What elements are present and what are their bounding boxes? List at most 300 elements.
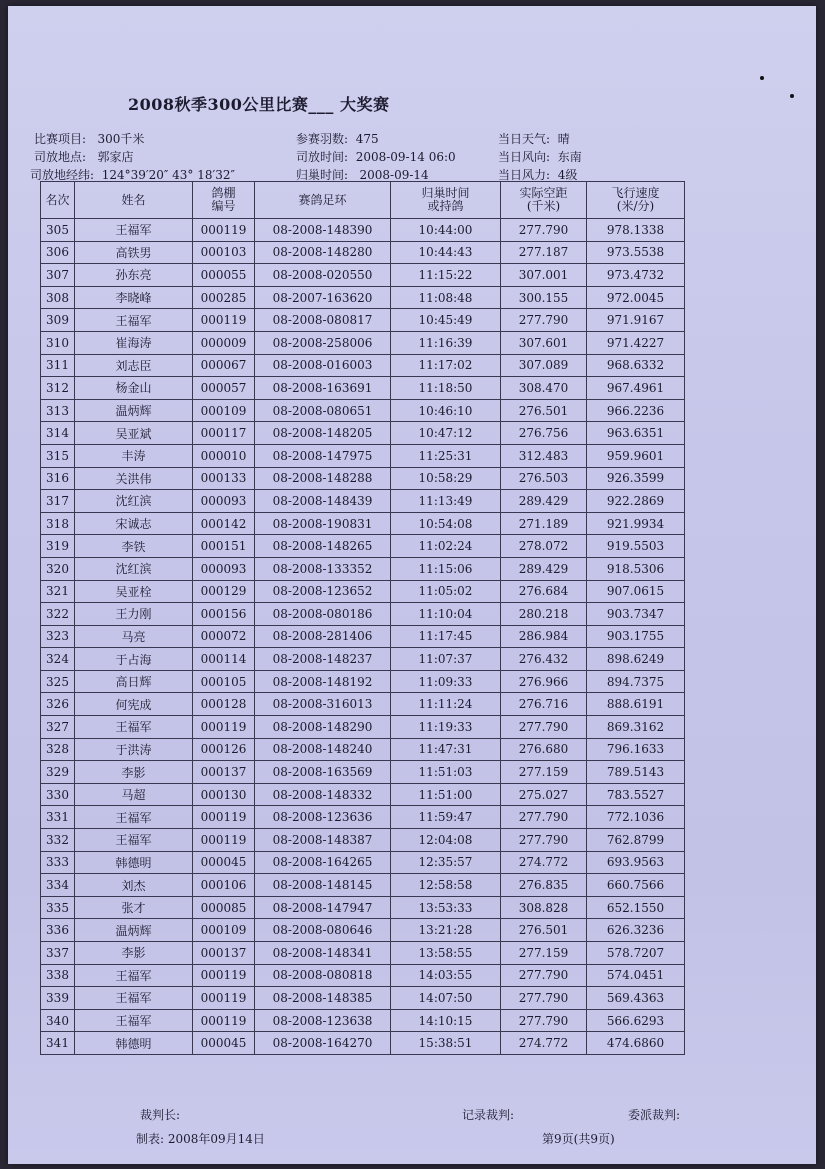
table-row [41, 625, 685, 648]
rank-cell: 334 [41, 874, 75, 897]
speed-cell: 919.5503 [587, 535, 685, 558]
time-cell: 10:54:08 [391, 512, 501, 535]
prepared-date: 制表: 2008年09月14日 [136, 1132, 265, 1146]
time-cell: 13:53:33 [391, 896, 501, 919]
speed-cell: 574.0451 [587, 964, 685, 987]
table-row [41, 1009, 685, 1032]
loft-cell: 000119 [193, 987, 255, 1010]
name-cell: 关洪伟 [75, 467, 193, 490]
time-cell: 11:13:49 [391, 490, 501, 513]
distance-cell: 274.772 [501, 1032, 587, 1055]
speed-cell: 566.6293 [587, 1009, 685, 1032]
time-cell: 11:15:22 [391, 264, 501, 287]
ring-cell: 08-2008-164265 [255, 851, 391, 874]
loft-cell: 000045 [193, 1032, 255, 1055]
loft-cell: 000119 [193, 829, 255, 852]
loft-cell: 000117 [193, 422, 255, 445]
rank-cell: 338 [41, 964, 75, 987]
loft-cell: 000045 [193, 851, 255, 874]
rank-cell: 327 [41, 716, 75, 739]
ring-cell: 08-2008-148288 [255, 467, 391, 490]
loft-cell: 000009 [193, 331, 255, 354]
rank-cell: 312 [41, 377, 75, 400]
name-cell: 宋诚志 [75, 512, 193, 535]
distance-cell: 307.001 [501, 264, 587, 287]
rank-cell: 322 [41, 603, 75, 626]
name-cell: 吴亚斌 [75, 422, 193, 445]
rank-cell: 330 [41, 783, 75, 806]
loft-cell: 000085 [193, 896, 255, 919]
ring-cell: 08-2008-020550 [255, 264, 391, 287]
distance-cell: 276.716 [501, 693, 587, 716]
time-cell: 14:03:55 [391, 964, 501, 987]
race-item: 比赛项目: 300千米 [34, 132, 145, 146]
table-row [41, 964, 685, 987]
ring-cell: 08-2008-148390 [255, 219, 391, 242]
loft-cell: 000119 [193, 964, 255, 987]
distance-cell: 276.501 [501, 399, 587, 422]
loft-cell: 000114 [193, 648, 255, 671]
table-row [41, 829, 685, 852]
time-cell: 13:58:55 [391, 942, 501, 965]
ring-cell: 08-2008-080651 [255, 399, 391, 422]
distance-cell: 271.189 [501, 512, 587, 535]
name-cell: 温炳辉 [75, 399, 193, 422]
loft-cell: 000137 [193, 761, 255, 784]
ring-cell: 08-2008-148341 [255, 942, 391, 965]
loft-cell: 000133 [193, 467, 255, 490]
rank-cell: 337 [41, 942, 75, 965]
table-row [41, 535, 685, 558]
wind-direction: 当日风向: 东南 [498, 150, 582, 164]
table-row [41, 874, 685, 897]
speed-cell: 693.9563 [587, 851, 685, 874]
loft-cell: 000137 [193, 942, 255, 965]
time-cell: 11:18:50 [391, 377, 501, 400]
rank-cell: 310 [41, 331, 75, 354]
table-row [41, 444, 685, 467]
table-row [41, 987, 685, 1010]
name-cell: 李晓峰 [75, 286, 193, 309]
table-row [41, 422, 685, 445]
name-cell: 张才 [75, 896, 193, 919]
rank-cell: 321 [41, 580, 75, 603]
distance-cell: 277.790 [501, 829, 587, 852]
loft-cell: 000119 [193, 716, 255, 739]
speed-cell: 971.4227 [587, 331, 685, 354]
ring-cell: 08-2008-133352 [255, 557, 391, 580]
speed-cell: 660.7566 [587, 874, 685, 897]
header-rank: 名次 [41, 182, 75, 219]
table-row [41, 693, 685, 716]
loft-cell: 000119 [193, 806, 255, 829]
rank-cell: 340 [41, 1009, 75, 1032]
distance-cell: 308.470 [501, 377, 587, 400]
speed-cell: 921.9934 [587, 512, 685, 535]
loft-cell: 000285 [193, 286, 255, 309]
distance-cell: 277.790 [501, 806, 587, 829]
name-cell: 高铁男 [75, 241, 193, 264]
rank-cell: 333 [41, 851, 75, 874]
time-cell: 10:44:00 [391, 219, 501, 242]
table-row [41, 648, 685, 671]
table-row [41, 580, 685, 603]
ring-cell: 08-2008-148237 [255, 648, 391, 671]
time-cell: 11:59:47 [391, 806, 501, 829]
speed-cell: 973.4732 [587, 264, 685, 287]
loft-cell: 000119 [193, 1009, 255, 1032]
ring-cell: 08-2008-148385 [255, 987, 391, 1010]
speed-cell: 978.1338 [587, 219, 685, 242]
loft-cell: 000109 [193, 399, 255, 422]
ring-cell: 08-2008-148439 [255, 490, 391, 513]
speed-cell: 626.3236 [587, 919, 685, 942]
loft-cell: 000126 [193, 738, 255, 761]
distance-cell: 276.756 [501, 422, 587, 445]
chief-judge: 裁判长: [140, 1108, 181, 1122]
distance-cell: 280.218 [501, 603, 587, 626]
header-speed: 飞行速度 (米/分) [587, 182, 685, 219]
distance-cell: 276.684 [501, 580, 587, 603]
time-cell: 11:02:24 [391, 535, 501, 558]
table-row [41, 331, 685, 354]
loft-cell: 000119 [193, 219, 255, 242]
ring-cell: 08-2008-080646 [255, 919, 391, 942]
ink-spot [760, 76, 764, 80]
speed-cell: 894.7375 [587, 670, 685, 693]
table-row [41, 241, 685, 264]
distance-cell: 277.790 [501, 309, 587, 332]
assigned-judge: 委派裁判: [628, 1108, 681, 1122]
table-row [41, 309, 685, 332]
name-cell: 王福军 [75, 987, 193, 1010]
name-cell: 王福军 [75, 716, 193, 739]
distance-cell: 277.790 [501, 716, 587, 739]
ring-cell: 08-2008-148145 [255, 874, 391, 897]
distance-cell: 276.432 [501, 648, 587, 671]
table-row [41, 557, 685, 580]
speed-cell: 869.3162 [587, 716, 685, 739]
document-title: 2008秋季300公里比赛___ 大奖赛 [128, 95, 390, 114]
rank-cell: 335 [41, 896, 75, 919]
time-cell: 10:45:49 [391, 309, 501, 332]
distance-cell: 312.483 [501, 444, 587, 467]
ring-cell: 08-2008-148205 [255, 422, 391, 445]
time-cell: 11:09:33 [391, 670, 501, 693]
table-row [41, 919, 685, 942]
distance-cell: 278.072 [501, 535, 587, 558]
time-cell: 11:05:02 [391, 580, 501, 603]
loft-cell: 000109 [193, 919, 255, 942]
rank-cell: 326 [41, 693, 75, 716]
time-cell: 12:04:08 [391, 829, 501, 852]
rank-cell: 315 [41, 444, 75, 467]
name-cell: 王力刚 [75, 603, 193, 626]
rank-cell: 317 [41, 490, 75, 513]
speed-cell: 972.0045 [587, 286, 685, 309]
time-cell: 11:17:02 [391, 354, 501, 377]
loft-cell: 000103 [193, 241, 255, 264]
ring-cell: 08-2008-016003 [255, 354, 391, 377]
ring-cell: 08-2008-163569 [255, 761, 391, 784]
speed-cell: 578.7207 [587, 942, 685, 965]
ring-cell: 08-2007-163620 [255, 286, 391, 309]
speed-cell: 783.5527 [587, 783, 685, 806]
distance-cell: 276.680 [501, 738, 587, 761]
rank-cell: 306 [41, 241, 75, 264]
distance-cell: 277.159 [501, 942, 587, 965]
time-cell: 11:10:04 [391, 603, 501, 626]
time-cell: 10:46:10 [391, 399, 501, 422]
speed-cell: 796.1633 [587, 738, 685, 761]
distance-cell: 277.790 [501, 1009, 587, 1032]
time-cell: 11:08:48 [391, 286, 501, 309]
speed-cell: 888.6191 [587, 693, 685, 716]
table-row [41, 716, 685, 739]
speed-cell: 967.4961 [587, 377, 685, 400]
table-row [41, 806, 685, 829]
rank-cell: 316 [41, 467, 75, 490]
table-row [41, 286, 685, 309]
time-cell: 10:47:12 [391, 422, 501, 445]
time-cell: 13:21:28 [391, 919, 501, 942]
time-cell: 11:07:37 [391, 648, 501, 671]
ring-cell: 08-2008-123636 [255, 806, 391, 829]
distance-cell: 277.790 [501, 987, 587, 1010]
ring-cell: 08-2008-148240 [255, 738, 391, 761]
release-coords: 司放地经纬: 124°39′20″ 43° 18′32″ [30, 168, 235, 182]
ring-cell: 08-2008-163691 [255, 377, 391, 400]
loft-cell: 000055 [193, 264, 255, 287]
time-cell: 11:16:39 [391, 331, 501, 354]
distance-cell: 307.089 [501, 354, 587, 377]
ring-cell: 08-2008-123638 [255, 1009, 391, 1032]
name-cell: 李铁 [75, 535, 193, 558]
table-row [41, 942, 685, 965]
rank-cell: 328 [41, 738, 75, 761]
header-ring: 赛鸽足环 [255, 182, 391, 219]
table-row [41, 377, 685, 400]
table-row [41, 467, 685, 490]
return-time: 归巢时间: 2008-09-14 [296, 168, 429, 182]
name-cell: 丰涛 [75, 444, 193, 467]
name-cell: 杨金山 [75, 377, 193, 400]
ring-cell: 08-2008-164270 [255, 1032, 391, 1055]
speed-cell: 968.6332 [587, 354, 685, 377]
name-cell: 李影 [75, 942, 193, 965]
loft-cell: 000130 [193, 783, 255, 806]
speed-cell: 569.4363 [587, 987, 685, 1010]
time-cell: 12:35:57 [391, 851, 501, 874]
distance-cell: 277.159 [501, 761, 587, 784]
distance-cell: 307.601 [501, 331, 587, 354]
distance-cell: 308.828 [501, 896, 587, 919]
table-row [41, 761, 685, 784]
rank-cell: 341 [41, 1032, 75, 1055]
name-cell: 刘杰 [75, 874, 193, 897]
loft-cell: 000067 [193, 354, 255, 377]
speed-cell: 926.3599 [587, 467, 685, 490]
name-cell: 何宪成 [75, 693, 193, 716]
rank-cell: 309 [41, 309, 75, 332]
loft-cell: 000093 [193, 557, 255, 580]
distance-cell: 289.429 [501, 490, 587, 513]
name-cell: 韩德明 [75, 851, 193, 874]
loft-cell: 000129 [193, 580, 255, 603]
speed-cell: 922.2869 [587, 490, 685, 513]
weather: 当日天气: 晴 [498, 132, 570, 146]
name-cell: 李影 [75, 761, 193, 784]
distance-cell: 277.187 [501, 241, 587, 264]
loft-cell: 000119 [193, 309, 255, 332]
ring-cell: 08-2008-258006 [255, 331, 391, 354]
table-row [41, 1032, 685, 1055]
ring-cell: 08-2008-148332 [255, 783, 391, 806]
ring-cell: 08-2008-148290 [255, 716, 391, 739]
ring-cell: 08-2008-148265 [255, 535, 391, 558]
time-cell: 11:51:00 [391, 783, 501, 806]
loft-cell: 000156 [193, 603, 255, 626]
speed-cell: 789.5143 [587, 761, 685, 784]
ring-cell: 08-2008-147975 [255, 444, 391, 467]
time-cell: 11:25:31 [391, 444, 501, 467]
distance-cell: 289.429 [501, 557, 587, 580]
loft-cell: 000151 [193, 535, 255, 558]
distance-cell: 300.155 [501, 286, 587, 309]
name-cell: 韩德明 [75, 1032, 193, 1055]
time-cell: 11:17:45 [391, 625, 501, 648]
time-cell: 10:58:29 [391, 467, 501, 490]
loft-cell: 000105 [193, 670, 255, 693]
distance-cell: 286.984 [501, 625, 587, 648]
name-cell: 马亮 [75, 625, 193, 648]
name-cell: 于洪涛 [75, 738, 193, 761]
name-cell: 王福军 [75, 964, 193, 987]
rank-cell: 339 [41, 987, 75, 1010]
distance-cell: 276.501 [501, 919, 587, 942]
time-cell: 14:07:50 [391, 987, 501, 1010]
name-cell: 王福军 [75, 1009, 193, 1032]
table-row [41, 783, 685, 806]
speed-cell: 898.6249 [587, 648, 685, 671]
page-number: 第9页(共9页) [542, 1132, 615, 1146]
loft-cell: 000093 [193, 490, 255, 513]
table-row [41, 399, 685, 422]
rank-cell: 319 [41, 535, 75, 558]
header-loft: 鸽棚 编号 [193, 182, 255, 219]
name-cell: 温炳辉 [75, 919, 193, 942]
ring-cell: 08-2008-080186 [255, 603, 391, 626]
name-cell: 崔海涛 [75, 331, 193, 354]
speed-cell: 973.5538 [587, 241, 685, 264]
rank-cell: 332 [41, 829, 75, 852]
distance-cell: 277.790 [501, 219, 587, 242]
name-cell: 王福军 [75, 806, 193, 829]
name-cell: 于占海 [75, 648, 193, 671]
ink-spot [790, 94, 794, 98]
header-name: 姓名 [75, 182, 193, 219]
ring-cell: 08-2008-190831 [255, 512, 391, 535]
rank-cell: 314 [41, 422, 75, 445]
distance-cell: 276.966 [501, 670, 587, 693]
document-page [8, 6, 816, 1164]
distance-cell: 275.027 [501, 783, 587, 806]
rank-cell: 329 [41, 761, 75, 784]
rank-cell: 311 [41, 354, 75, 377]
loft-cell: 000010 [193, 444, 255, 467]
name-cell: 王福军 [75, 309, 193, 332]
speed-cell: 762.8799 [587, 829, 685, 852]
loft-cell: 000072 [193, 625, 255, 648]
rank-cell: 305 [41, 219, 75, 242]
time-cell: 11:15:06 [391, 557, 501, 580]
time-cell: 11:19:33 [391, 716, 501, 739]
name-cell: 吴亚栓 [75, 580, 193, 603]
table-row [41, 603, 685, 626]
header-time: 归巢时间 或持鸽 [391, 182, 501, 219]
distance-cell: 274.772 [501, 851, 587, 874]
time-cell: 14:10:15 [391, 1009, 501, 1032]
speed-cell: 903.7347 [587, 603, 685, 626]
table-header-row [41, 182, 685, 219]
speed-cell: 772.1036 [587, 806, 685, 829]
loft-cell: 000057 [193, 377, 255, 400]
wind-force: 当日风力: 4级 [498, 168, 578, 182]
loft-cell: 000142 [193, 512, 255, 535]
rank-cell: 323 [41, 625, 75, 648]
name-cell: 沈红滨 [75, 490, 193, 513]
ring-cell: 08-2008-316013 [255, 693, 391, 716]
time-cell: 11:47:31 [391, 738, 501, 761]
ring-cell: 08-2008-148192 [255, 670, 391, 693]
ring-cell: 08-2008-148387 [255, 829, 391, 852]
rank-cell: 325 [41, 670, 75, 693]
name-cell: 刘志臣 [75, 354, 193, 377]
speed-cell: 907.0615 [587, 580, 685, 603]
rank-cell: 307 [41, 264, 75, 287]
time-cell: 11:11:24 [391, 693, 501, 716]
rank-cell: 324 [41, 648, 75, 671]
rank-cell: 320 [41, 557, 75, 580]
speed-cell: 903.1755 [587, 625, 685, 648]
distance-cell: 277.790 [501, 964, 587, 987]
table-row [41, 851, 685, 874]
results-table [40, 181, 685, 1055]
record-judge: 记录裁判: [462, 1108, 515, 1122]
ring-cell: 08-2008-148280 [255, 241, 391, 264]
table-row [41, 490, 685, 513]
distance-cell: 276.835 [501, 874, 587, 897]
distance-cell: 276.503 [501, 467, 587, 490]
table-row [41, 512, 685, 535]
name-cell: 王福军 [75, 219, 193, 242]
table-row [41, 738, 685, 761]
loft-cell: 000106 [193, 874, 255, 897]
loft-cell: 000128 [193, 693, 255, 716]
time-cell: 15:38:51 [391, 1032, 501, 1055]
speed-cell: 959.9601 [587, 444, 685, 467]
participants: 参赛羽数: 475 [296, 132, 379, 146]
name-cell: 马超 [75, 783, 193, 806]
rank-cell: 308 [41, 286, 75, 309]
table-row [41, 264, 685, 287]
time-cell: 12:58:58 [391, 874, 501, 897]
table-row [41, 354, 685, 377]
name-cell: 孙东亮 [75, 264, 193, 287]
table-row [41, 896, 685, 919]
rank-cell: 313 [41, 399, 75, 422]
time-cell: 10:44:43 [391, 241, 501, 264]
